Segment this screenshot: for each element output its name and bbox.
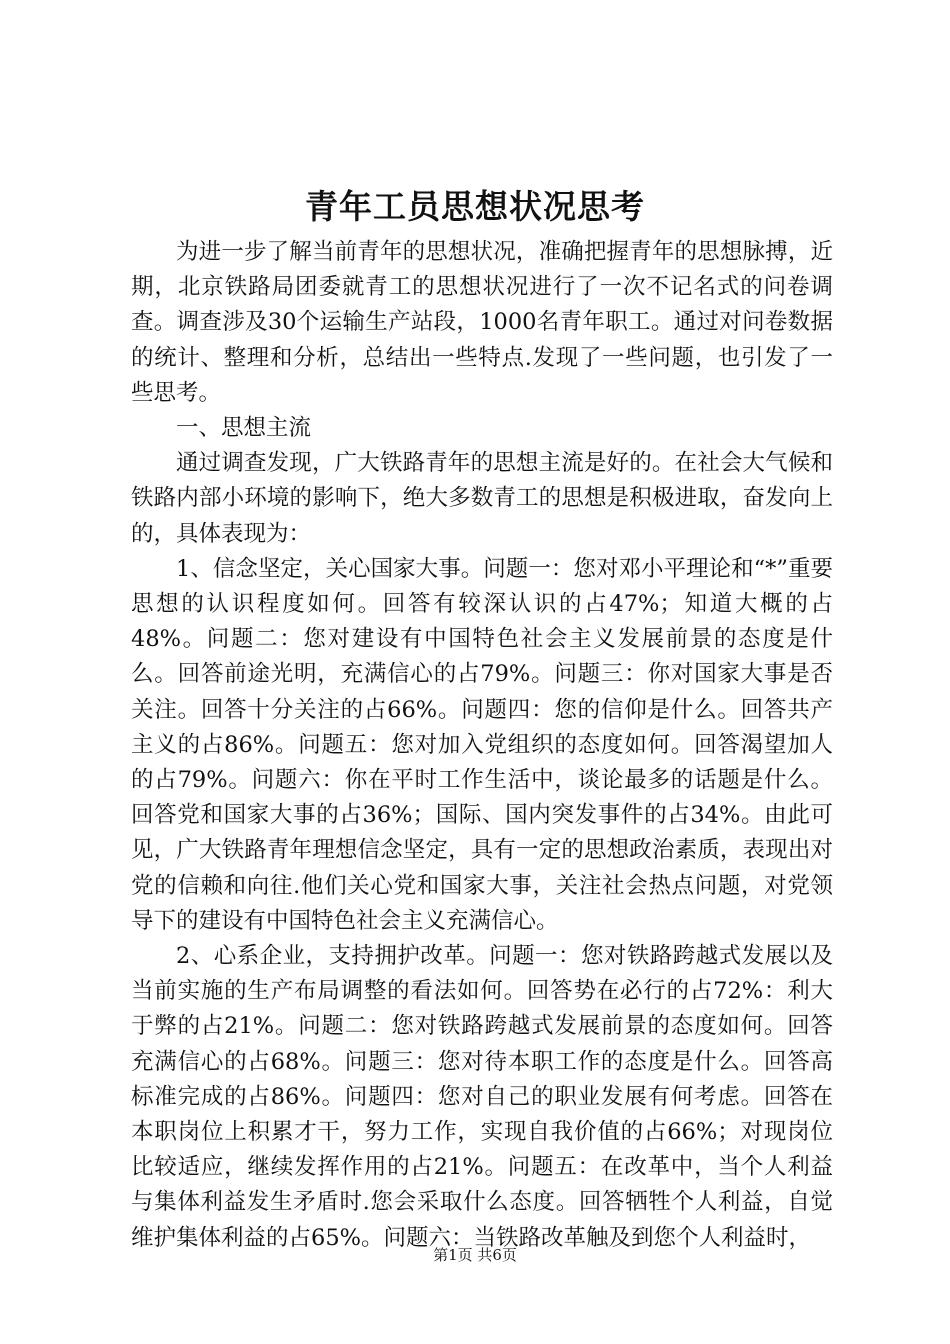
- paragraph-point-2: 2、心系企业，支持拥护改革。问题一：您对铁路跨越式发展以及当前实施的生产布局调整的看法如何。回答势在必行的占72%：利大于弊的占21%。问题二：您对铁路跨越式发展前景的态度如何。回答充满信心的占68%。问题三：您对待本职工作的态度是什么。回答高标准完成的占86%。问题四：您对自己的职业发展有何考虑。回答在本职岗位上积累才干，努力工作，实现自我价值的占66%；对现岗位比较适应，继续发挥作用的占21%。问题五：在改革中，当个人利益与集体利益发生矛盾时.您会采取什么态度。回答牺牲个人利益，自觉维护集体利益的占65%。问题六：当铁路改革触及到您个人利益时，: [131, 943, 833, 1251]
- page-number-footer: 第1页 共6页: [433, 1246, 517, 1264]
- paragraph-mainstream: 通过调查发现，广大铁路青年的思想主流是好的。在社会大气候和铁路内部小环境的影响下，绝大多数青工的思想是积极进取，奋发向上的，具体表现为：: [131, 450, 833, 547]
- paragraph-intro: 为进一步了解当前青年的思想状况，准确把握青年的思想脉搏，近期，北京铁路局团委就青工的思想状况进行了一次不记名式的问卷调查。调查涉及30个运输生产站段，1000名青年职工。通过对问卷数据的统计、整理和分析，总结出一些特点.发现了一些问题，也引发了一些思考。: [131, 239, 833, 406]
- document-title: 青年工员思想状况思考: [305, 187, 645, 226]
- section-heading: 一、思想主流: [176, 415, 312, 442]
- document-body: [131, 235, 833, 1256]
- paragraph-point-1: 1、信念坚定，关心国家大事。问题一：您对邓小平理论和“*”重要思想的认识程度如何。回答有较深认识的占47%；知道大概的占48%。问题二：您对建设有中国特色社会主义发展前景的态度是什么。回答前途光明，充满信心的占79%。问题三：你对国家大事是否关注。回答十分关注的占66%。问题四：您的信仰是什么。回答共产主义的占86%。问题五：您对加入党组织的态度如何。回答渴望加人的占79%。问题六：你在平时工作生活中，谈论最多的话题是什么。回答党和国家大事的占36%；国际、国内突发事件的占34%。由此可见，广大铁路青年理想信念坚定，具有一定的思想政治素质，表现出对党的信赖和向往.他们关心党和国家大事，关注社会热点问题，对党领导下的建设有中国特色社会主义充满信心。: [131, 555, 833, 934]
